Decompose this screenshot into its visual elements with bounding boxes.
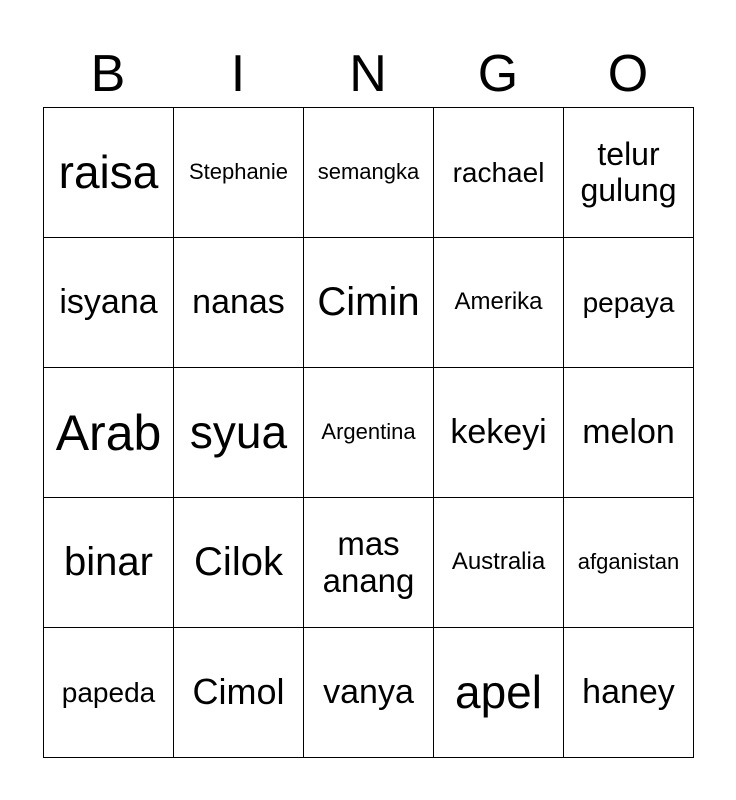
cell-text: Cimin	[317, 280, 420, 325]
bingo-cell[interactable]	[304, 108, 434, 238]
cell-text: telur gulung	[580, 135, 677, 208]
cell-text: vanya	[323, 673, 414, 712]
cell-text: Cilok	[194, 540, 283, 585]
cell-text: Argentina	[321, 419, 416, 445]
bingo-cell[interactable]	[564, 368, 694, 498]
cell-text: Australia	[451, 548, 546, 576]
cell-text: Arab	[55, 404, 162, 461]
bingo-cell[interactable]	[564, 628, 694, 758]
header-letter-i: I	[230, 45, 246, 103]
bingo-cell[interactable]	[434, 108, 564, 238]
cell-text: raisa	[58, 145, 159, 198]
cell-text: apel	[455, 665, 542, 718]
bingo-cell[interactable]	[304, 238, 434, 368]
cell-text: haney	[582, 673, 675, 712]
header-letter-g: G	[477, 45, 519, 103]
cell-text: rachael	[452, 156, 545, 188]
bingo-cell[interactable]	[304, 368, 434, 498]
bingo-cell[interactable]	[434, 628, 564, 758]
cell-text: afganistan	[577, 549, 680, 575]
bingo-cell[interactable]	[564, 498, 694, 628]
cell-text: melon	[582, 413, 675, 452]
bingo-cell[interactable]	[304, 498, 434, 628]
cell-text: papeda	[61, 676, 156, 708]
bingo-grid	[43, 107, 694, 758]
cell-text: semangka	[317, 159, 420, 185]
cell-text: mas anang	[322, 524, 415, 599]
cell-text: pepaya	[582, 286, 675, 318]
cell-text: syua	[189, 405, 288, 458]
bingo-cell[interactable]	[434, 238, 564, 368]
bingo-cell[interactable]	[174, 498, 304, 628]
cell-text: nanas	[192, 283, 285, 322]
cell-text: Cimol	[192, 671, 285, 713]
bingo-cell[interactable]	[174, 368, 304, 498]
bingo-cell[interactable]	[44, 368, 174, 498]
cell-text: Amerika	[454, 288, 543, 316]
bingo-cell[interactable]	[174, 628, 304, 758]
bingo-cell[interactable]	[304, 628, 434, 758]
header-letter-n: N	[349, 45, 387, 103]
bingo-cell[interactable]	[44, 108, 174, 238]
bingo-header	[43, 40, 693, 108]
bingo-cell[interactable]	[44, 498, 174, 628]
header-letter-o: O	[607, 45, 649, 103]
cell-text: isyana	[59, 283, 158, 322]
bingo-cell[interactable]	[434, 498, 564, 628]
cell-text: kekeyi	[450, 413, 547, 452]
bingo-cell[interactable]	[44, 238, 174, 368]
bingo-cell[interactable]	[564, 238, 694, 368]
bingo-cell[interactable]	[174, 238, 304, 368]
bingo-cell[interactable]	[44, 628, 174, 758]
header-letter-b: B	[90, 45, 126, 103]
bingo-cell[interactable]	[174, 108, 304, 238]
cell-text: Stephanie	[188, 159, 289, 185]
cell-text: binar	[64, 540, 153, 585]
bingo-cell[interactable]	[434, 368, 564, 498]
bingo-cell[interactable]	[564, 108, 694, 238]
